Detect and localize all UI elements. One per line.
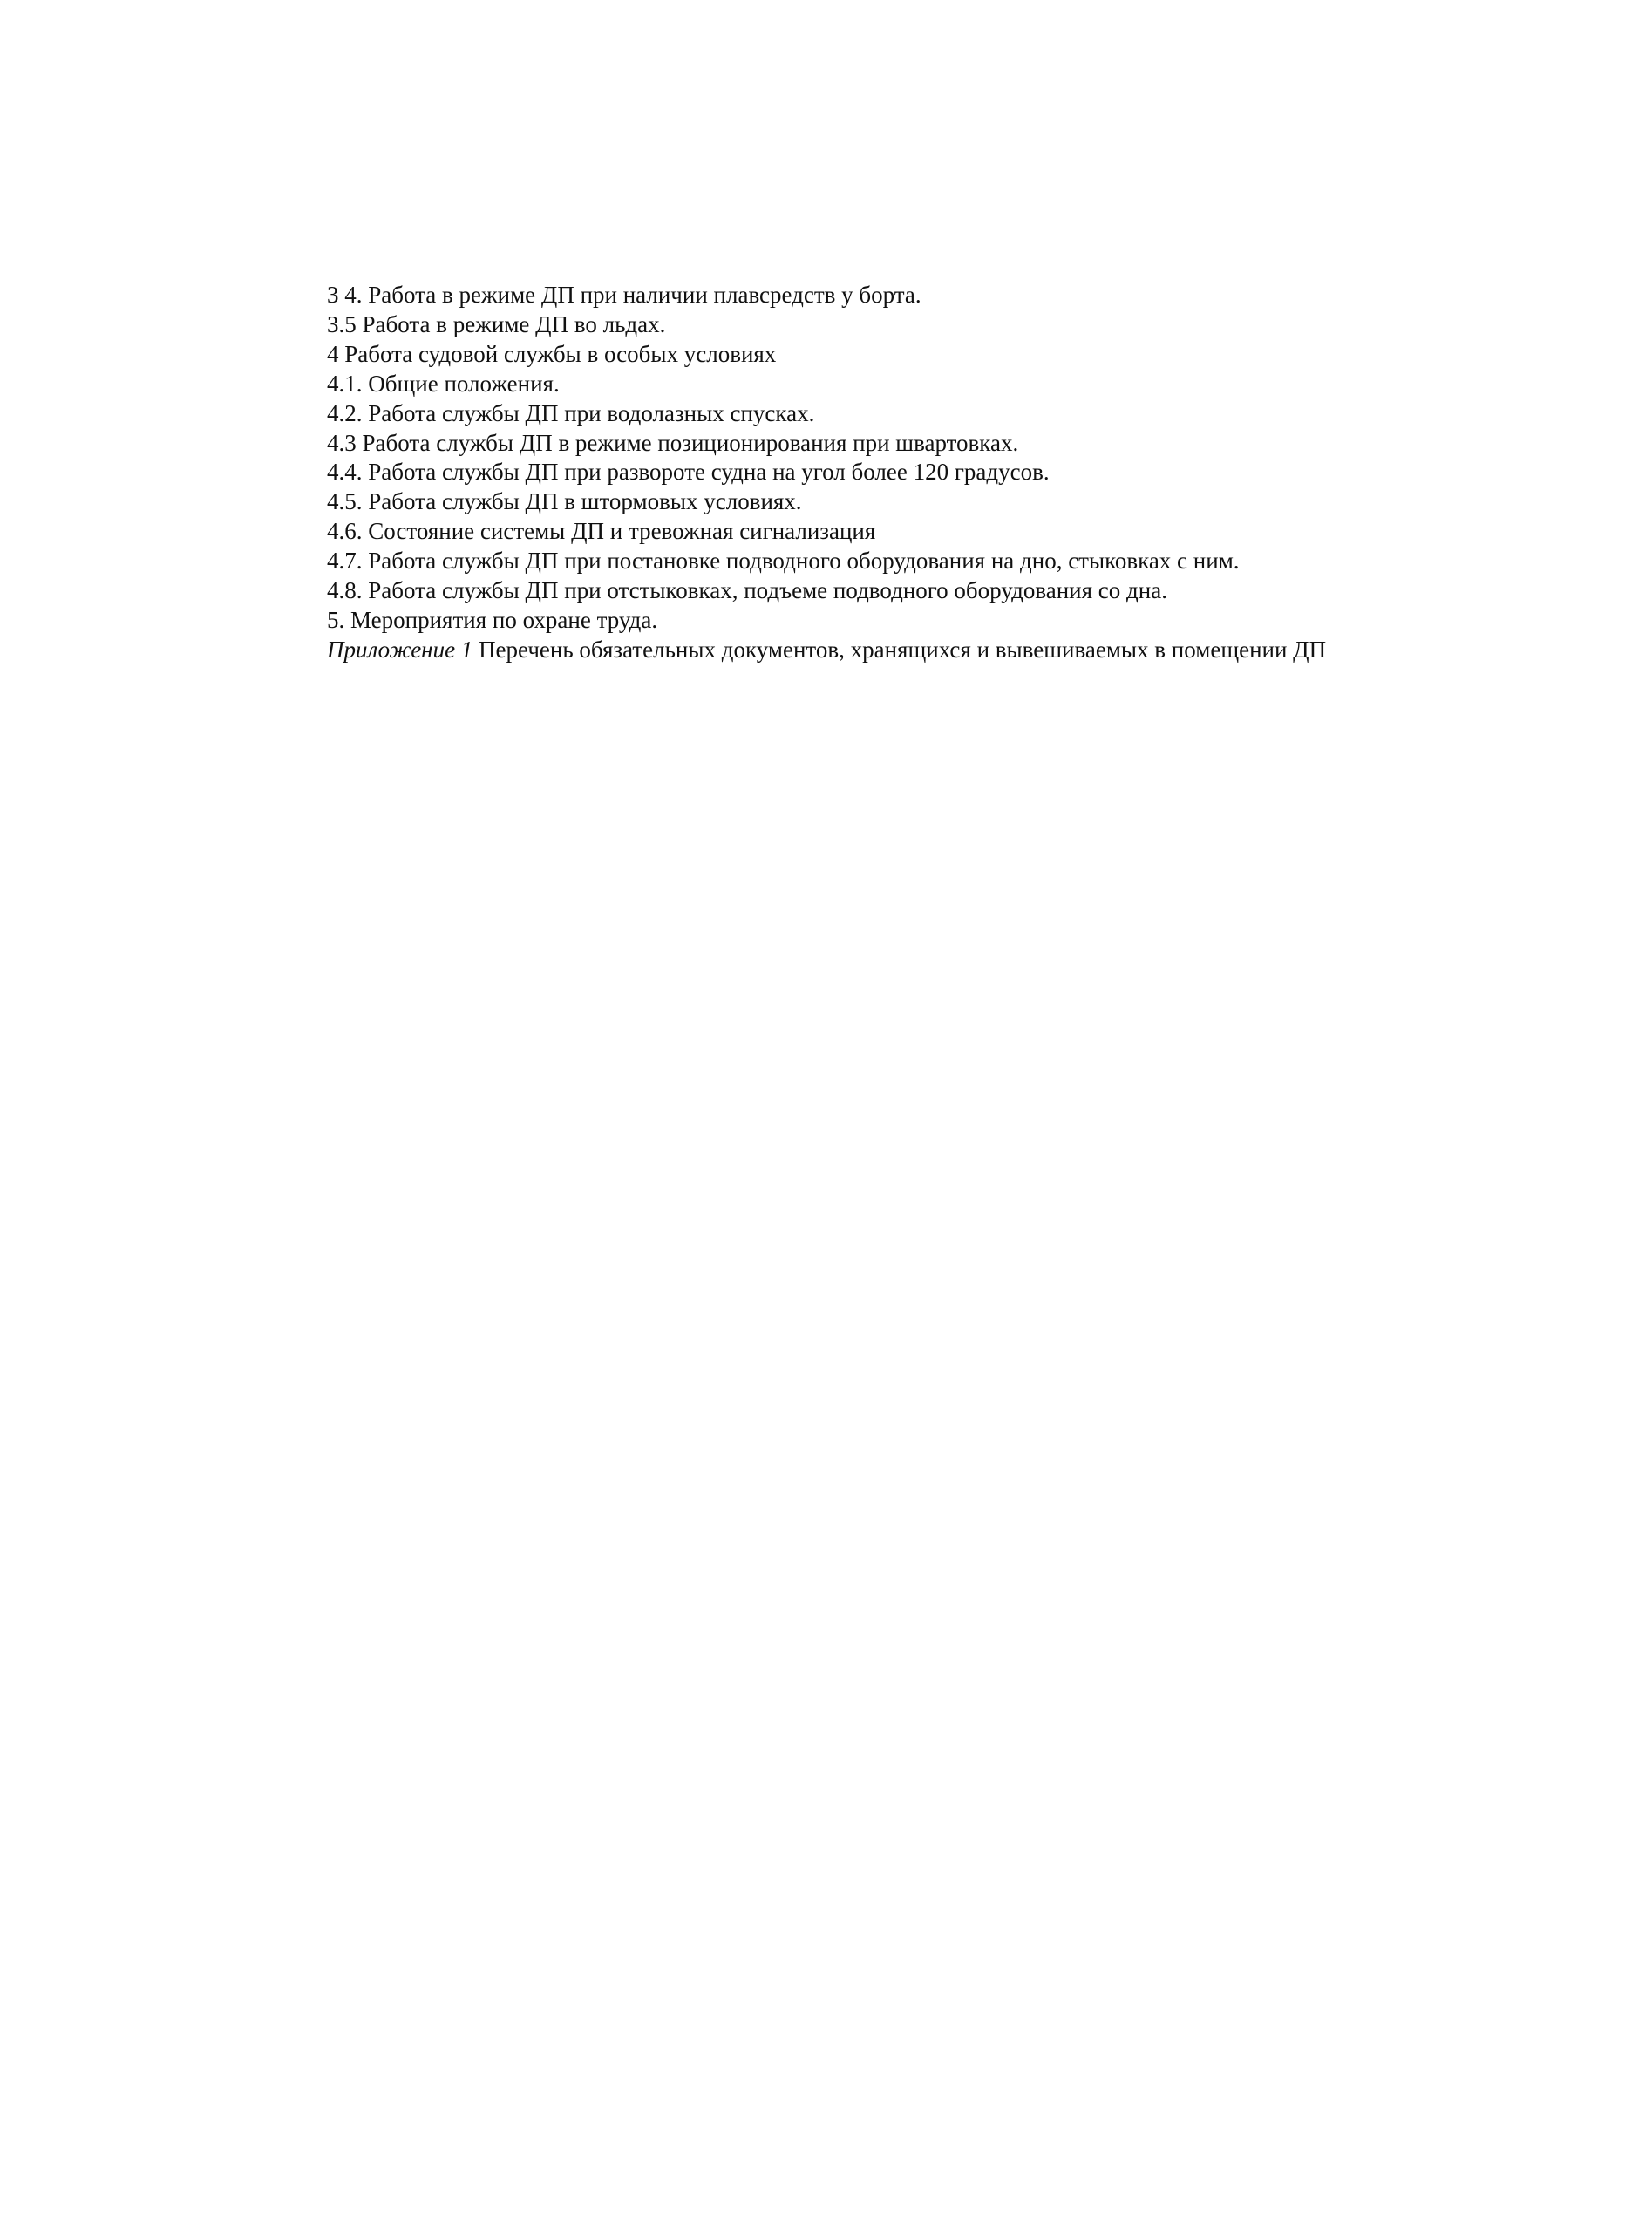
- toc-item-3-4: 3 4. Работа в режиме ДП при наличии плавсредств у борта.: [327, 282, 921, 308]
- toc-item-4-3: 4.3 Работа службы ДП в режиме позиционирования при швартовках.: [327, 429, 1019, 456]
- table-of-contents: [285, 281, 1336, 665]
- toc-item-4-4: 4.4. Работа службы ДП при развороте судна на угол более 120 градусов.: [327, 459, 1050, 486]
- appendix-entry: [285, 636, 1336, 665]
- toc-item-4-1: 4.1. Общие положения.: [327, 370, 560, 397]
- appendix-text: Перечень обязательных документов, хранящихся и вывешиваемых в помещении ДП: [479, 636, 1327, 663]
- toc-item-4-7: 4.7. Работа службы ДП при постановке подводного оборудования на дно, стыковках с ним.: [327, 548, 1240, 575]
- toc-item-4-2: 4.2. Работа службы ДП при водолазных спусках.: [327, 399, 815, 426]
- toc-item-5: 5. Мероприятия по охране труда.: [327, 606, 658, 633]
- toc-item-4-6: 4.6. Состояние системы ДП и тревожная сигнализация: [327, 518, 876, 545]
- toc-item-4-8: 4.8. Работа службы ДП при отстыковках, подъеме подводного оборудования со дна.: [327, 577, 1167, 604]
- toc-item-3-5: 3.5 Работа в режиме ДП во льдах.: [327, 310, 666, 337]
- toc-item-4: 4 Работа судовой службы в особых условиях: [327, 340, 777, 367]
- appendix-label: Приложение 1: [327, 636, 473, 663]
- toc-item-4-5: 4.5. Работа службы ДП в штормовых условиях.: [327, 488, 802, 515]
